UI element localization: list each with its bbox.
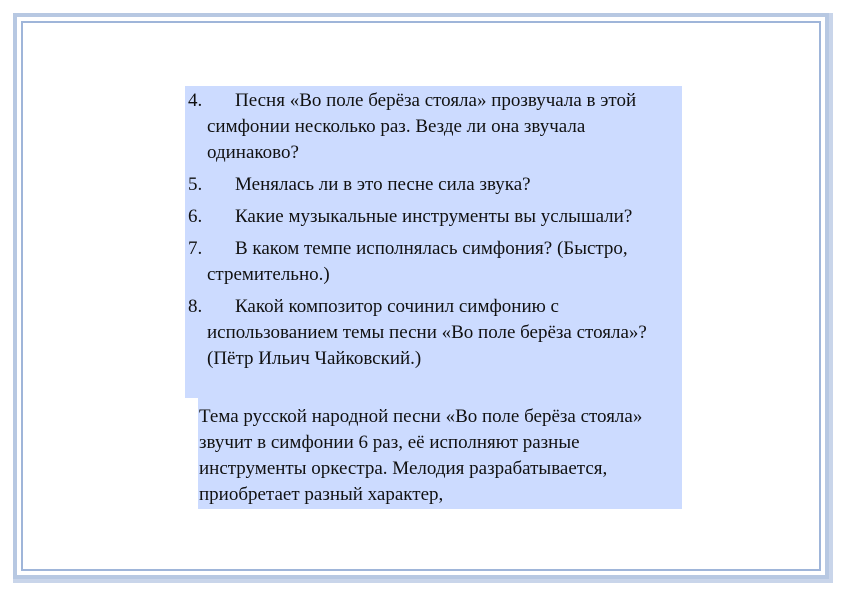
slide-shadow-right bbox=[829, 13, 833, 583]
answer-paragraph: Тема русской народной песни «Во поле берёза стояла» звучит в симфонии 6 раз, её исполняют разные инструменты оркестра. Мелодия разрабатывается, приобретает разный характер, bbox=[199, 406, 643, 505]
question-item-8 bbox=[185, 294, 665, 372]
question-text: Какие музыкальные инструменты вы услышали? bbox=[235, 206, 633, 227]
question-number: 7. bbox=[188, 238, 203, 259]
question-item-7 bbox=[185, 236, 665, 288]
question-item-5 bbox=[185, 172, 665, 198]
question-text: Какой композитор сочинил симфонию с использованием темы песни «Во поле берёза стояла»? (Пётр Ильич Чайковский.) bbox=[207, 296, 647, 369]
question-number: 4. bbox=[188, 90, 203, 111]
question-number: 5. bbox=[188, 174, 203, 195]
question-list bbox=[185, 88, 665, 378]
question-text: Менялась ли в это песне сила звука? bbox=[235, 174, 531, 195]
question-text: В каком темпе исполнялась симфония? (Быстро, стремительно.) bbox=[207, 238, 628, 285]
question-item-6 bbox=[185, 204, 665, 230]
question-item-4 bbox=[185, 88, 665, 166]
question-text: Песня «Во поле берёза стояла» прозвучала в этой симфонии несколько раз. Везде ли она звучала одинаково? bbox=[207, 90, 637, 163]
question-number: 6. bbox=[188, 206, 203, 227]
slide-shadow-bottom bbox=[13, 579, 833, 583]
question-number: 8. bbox=[188, 296, 203, 317]
